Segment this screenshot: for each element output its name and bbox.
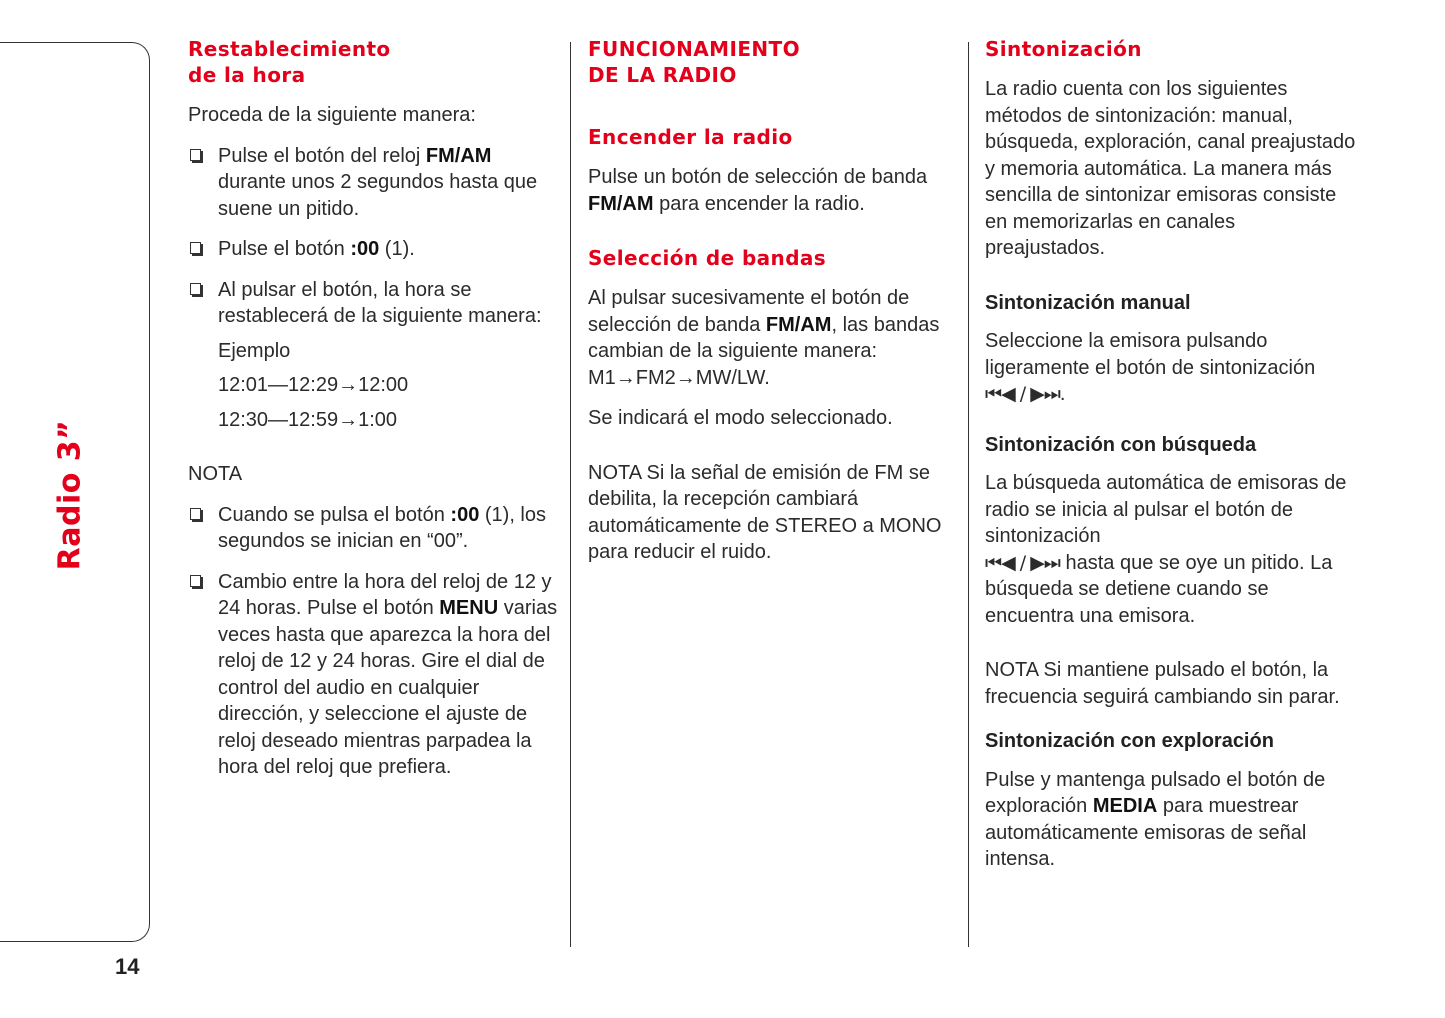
paragraph-seek-tuning [985, 470, 1360, 629]
example-line-2: 12:30—12:59→1:00 [218, 408, 398, 431]
seek-buttons-icon: ⏮◀ / ▶⏭ [985, 551, 1060, 574]
paragraph-mode: Se indicará el modo seleccionado. [588, 407, 893, 429]
button-name: FM/AM [425, 144, 492, 167]
checkbox-bullet-icon [190, 283, 201, 295]
heading-manual-tuning: Sintonización manual [985, 291, 1191, 314]
list-item-text: Al pulsar el botón, la hora se restablecerá de la siguiente manera: [218, 278, 542, 327]
list-item [188, 502, 558, 555]
section-title-tuning: Sintonización [985, 37, 1142, 61]
title-line-2: de la hora [188, 63, 306, 87]
list-item-text: Pulse el botón del reloj [218, 144, 426, 167]
paragraph-note: NOTA Si la señal de emisión de FM se debilita, la recepción cambiará automáticamente de STEREO a MONO para reducir el ruido. [588, 461, 942, 563]
list-item-text: (1), los segundos se inician en “00”. [218, 503, 546, 552]
title-line-1: Restablecimiento [188, 37, 391, 61]
paragraph-text: hasta que se oye un pitido. La búsqueda se detiene cuando se encuentra una emisora. [985, 551, 1333, 627]
heading-band-selection: Selección de bandas [588, 246, 827, 270]
heading-seek-tuning: Sintonización con búsqueda [985, 433, 1257, 456]
paragraph-scan-tuning [985, 767, 1360, 873]
checkbox-bullet-icon [190, 242, 201, 254]
paragraph-manual-tuning [985, 328, 1360, 408]
checkbox-bullet-icon [190, 575, 201, 587]
column-radio-operation [588, 36, 953, 566]
seek-buttons-icon: ⏮◀ / ▶⏭ [985, 383, 1060, 405]
list-item [188, 143, 558, 223]
button-name: :00 [350, 238, 380, 260]
button-name: FM/AM [765, 313, 832, 336]
paragraph-text: La búsqueda automática de emisoras de radio se inicia al pulsar el botón de sintonización [985, 472, 1347, 547]
list-item [188, 569, 558, 781]
example-label: Ejemplo [218, 339, 291, 362]
list-item-text: (1). [379, 238, 415, 260]
checkbox-bullet-icon [190, 149, 201, 161]
button-name: FM/AM [588, 192, 654, 215]
paragraph-note: NOTA Si mantiene pulsado el botón, la frecuencia seguirá cambiando sin parar. [985, 659, 1340, 708]
paragraph-text: . [1059, 383, 1066, 405]
title-line-1: FUNCIONAMIENTO [588, 37, 800, 61]
paragraph-text: Seleccione la emisora pulsando ligeramente el botón de sintonización [985, 330, 1316, 379]
paragraph-tuning-intro: La radio cuenta con los siguientes métodos de sintonización: manual, búsqueda, exploración, canal preajustado y memoria automática. La manera más sencilla de sintonizar emisoras consiste en memorizarlas en canales preajustados. [985, 78, 1356, 259]
paragraph-text: , las bandas cambian de la siguiente manera: M1→FM2→MW/LW. [588, 313, 940, 389]
checkbox-bullet-icon [190, 508, 201, 520]
paragraph-text: para encender la radio. [653, 192, 865, 215]
section-title-clock-reset [188, 36, 558, 88]
paragraph-text: Pulse y mantenga pulsado el botón de exploración [985, 768, 1326, 817]
list-item-text: Cambio entre la hora del reloj de 12 y 24 horas. Pulse el botón [218, 570, 552, 619]
section-title-radio-operation [588, 36, 953, 88]
column-divider-2 [968, 42, 969, 947]
paragraph-band-selection [588, 285, 953, 391]
title-line-2: DE LA RADIO [588, 63, 737, 87]
column-clock-reset [188, 36, 558, 781]
heading-turn-on-radio: Encender la radio [588, 125, 793, 149]
list-item-text: Cuando se pulsa el botón [218, 503, 451, 526]
button-name: MENU [439, 597, 499, 619]
list-item [188, 236, 558, 263]
column-tuning [985, 36, 1360, 873]
button-name: :00 [450, 503, 480, 526]
page-number: 14 [115, 954, 140, 979]
button-name: MEDIA [1092, 795, 1158, 817]
paragraph-text: Al pulsar sucesivamente el botón de selección de banda [588, 287, 910, 336]
paragraph-turn-on [588, 164, 953, 217]
section-tab-label: Radio 3” [52, 419, 88, 571]
column-divider-1 [570, 42, 571, 947]
nota-label: NOTA [188, 463, 243, 485]
paragraph-text: Pulse un botón de selección de banda [588, 166, 928, 188]
example-line-1: 12:01—12:29→12:00 [218, 374, 409, 396]
list-item [188, 277, 558, 330]
list-item-text: Pulse el botón [218, 238, 351, 260]
list-item-text: varias veces hasta que aparezca la hora del reloj de 12 y 24 horas. Gire el dial de control del audio en cualquier dirección, y seleccione el ajuste de reloj deseado mientras parpadea la hora del reloj que prefiera. [218, 597, 558, 778]
intro-text: Proceda de la siguiente manera: [188, 104, 476, 126]
heading-scan-tuning: Sintonización con exploración [985, 730, 1274, 752]
paragraph-text: para muestrear automáticamente emisoras de señal intensa. [985, 795, 1307, 870]
section-tab [52, 419, 88, 571]
list-item-text: durante unos 2 segundos hasta que suene un pitido. [218, 171, 538, 220]
